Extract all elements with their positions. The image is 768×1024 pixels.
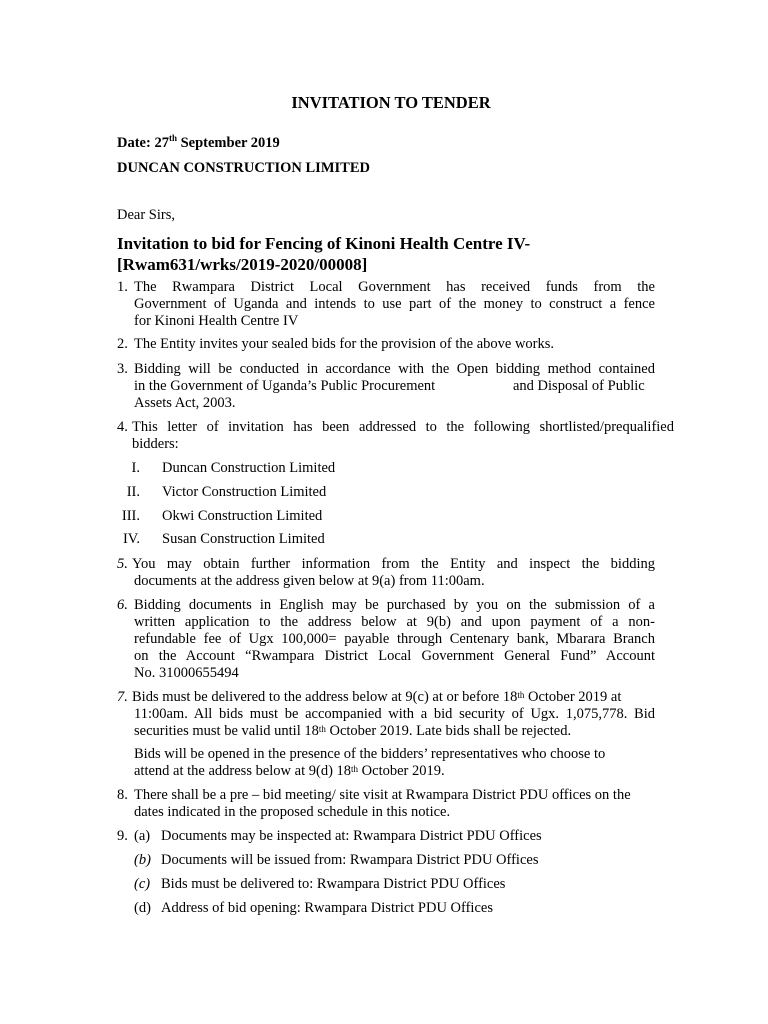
paragraph-line: [134, 763, 445, 781]
text-run: October 2019 at: [524, 689, 622, 705]
paragraph-line: in the Government of Uganda’s Public Procurement: [134, 378, 436, 394]
paragraph-line: written application to the address below at 9(b) and upon payment of a non-: [134, 614, 655, 630]
bidder-name: Susan Construction Limited: [162, 531, 325, 547]
bidder-name: Victor Construction Limited: [162, 484, 327, 500]
sub-item-text: Documents will be issued from: Rwampara District PDU Offices: [161, 852, 539, 868]
paragraph-line: There shall be a pre – bid meeting/ site visit at Rwampara District PDU offices on the: [134, 787, 631, 803]
date-ordinal: th: [168, 133, 177, 143]
salutation: Dear Sirs,: [117, 207, 175, 223]
sub-item-label: (b): [134, 852, 151, 868]
ordinal-suffix: th: [351, 764, 359, 774]
paragraph-line: [134, 723, 571, 741]
sub-item-text: Address of bid opening: Rwampara District PDU Offices: [161, 900, 493, 916]
ordinal-suffix: th: [318, 724, 326, 734]
paragraph-line: Bidding documents in English may be purchased by you on the submission of a: [134, 597, 655, 613]
item-number: 8.: [117, 787, 128, 803]
sub-item-text: Bids must be delivered to: Rwampara District PDU Offices: [161, 876, 506, 892]
text-run: October 2019.: [358, 763, 445, 779]
page-title: INVITATION TO TENDER: [291, 93, 491, 112]
paragraph-line: on the Account “Rwampara District Local Government General Fund” Account: [134, 648, 655, 664]
paragraph-line: documents at the address given below at 9(a) from 11:00am.: [134, 573, 485, 589]
paragraph-line: Assets Act, 2003.: [134, 395, 236, 411]
paragraph-line: Bids will be opened in the presence of the bidders’ representatives who choose to: [134, 746, 606, 762]
sub-item-label: (c): [134, 876, 151, 892]
date-suffix: September 2019: [176, 135, 280, 151]
bidder-numeral: IV.: [122, 531, 140, 547]
letter-date: [117, 135, 280, 152]
paragraph-line: for Kinoni Health Centre IV: [134, 313, 299, 329]
paragraph-line: [132, 689, 621, 707]
bidder-name: Duncan Construction Limited: [162, 460, 336, 476]
sub-item-label: (a): [134, 828, 151, 844]
paragraph-line: and Disposal of Public: [513, 378, 645, 394]
paragraph-line: Bidding will be conducted in accordance with the Open bidding method contained: [134, 361, 655, 377]
item-number: 2.: [117, 336, 128, 352]
item-number: 9.: [117, 828, 128, 844]
paragraph-line: No. 31000655494: [134, 665, 239, 681]
text-run: Bids must be delivered to the address below at 9(c) at or before 18: [132, 689, 518, 705]
bidder-numeral: I.: [131, 460, 140, 476]
paragraph-line: 11:00am. All bids must be accompanied with a bid security of Ugx. 1,075,778. Bid: [134, 706, 655, 722]
paragraph-line: Government of Uganda and intends to use part of the money to construct a fence: [134, 296, 655, 312]
bidder-numeral: III.: [121, 508, 140, 524]
item-number: 1.: [117, 279, 128, 295]
paragraph-line: bidders:: [132, 436, 179, 452]
recipient-name: DUNCAN CONSTRUCTION LIMITED: [117, 160, 370, 176]
paragraph-line: You may obtain further information from the Entity and inspect the bidding: [132, 556, 655, 572]
paragraph-line: This letter of invitation has been addressed to the following shortlisted/prequalified: [132, 419, 674, 435]
ordinal-suffix: th: [517, 690, 525, 700]
paragraph-line: The Entity invites your sealed bids for the provision of the above works.: [134, 336, 555, 352]
bidder-numeral: II.: [126, 484, 140, 500]
text-run: securities must be valid until 18: [134, 723, 319, 739]
sub-item-text: Documents may be inspected at: Rwampara District PDU Offices: [161, 828, 542, 844]
sub-item-label: (d): [134, 900, 151, 916]
item-number: 4.: [117, 419, 128, 435]
text-run: attend at the address below at 9(d) 18: [134, 763, 352, 779]
paragraph-line: The Rwampara District Local Government has received funds from the: [134, 279, 655, 295]
item-number: 6.: [117, 597, 128, 613]
paragraph-line: refundable fee of Ugx 100,000= payable through Centenary bank, Mbarara Branch: [134, 631, 655, 647]
item-number: 7.: [117, 689, 128, 705]
paragraph-line: dates indicated in the proposed schedule in this notice.: [134, 804, 451, 820]
date-prefix: Date: 27: [117, 135, 169, 151]
item-number: 3.: [117, 361, 128, 377]
text-run: October 2019. Late bids shall be rejected.: [325, 723, 572, 739]
subject-line-1: Invitation to bid for Fencing of Kinoni Health Centre IV-: [117, 234, 531, 253]
bidder-name: Okwi Construction Limited: [162, 508, 323, 524]
item-number: 5.: [117, 556, 128, 572]
subject-line-2: [Rwam631/wrks/2019-2020/00008]: [117, 255, 368, 274]
